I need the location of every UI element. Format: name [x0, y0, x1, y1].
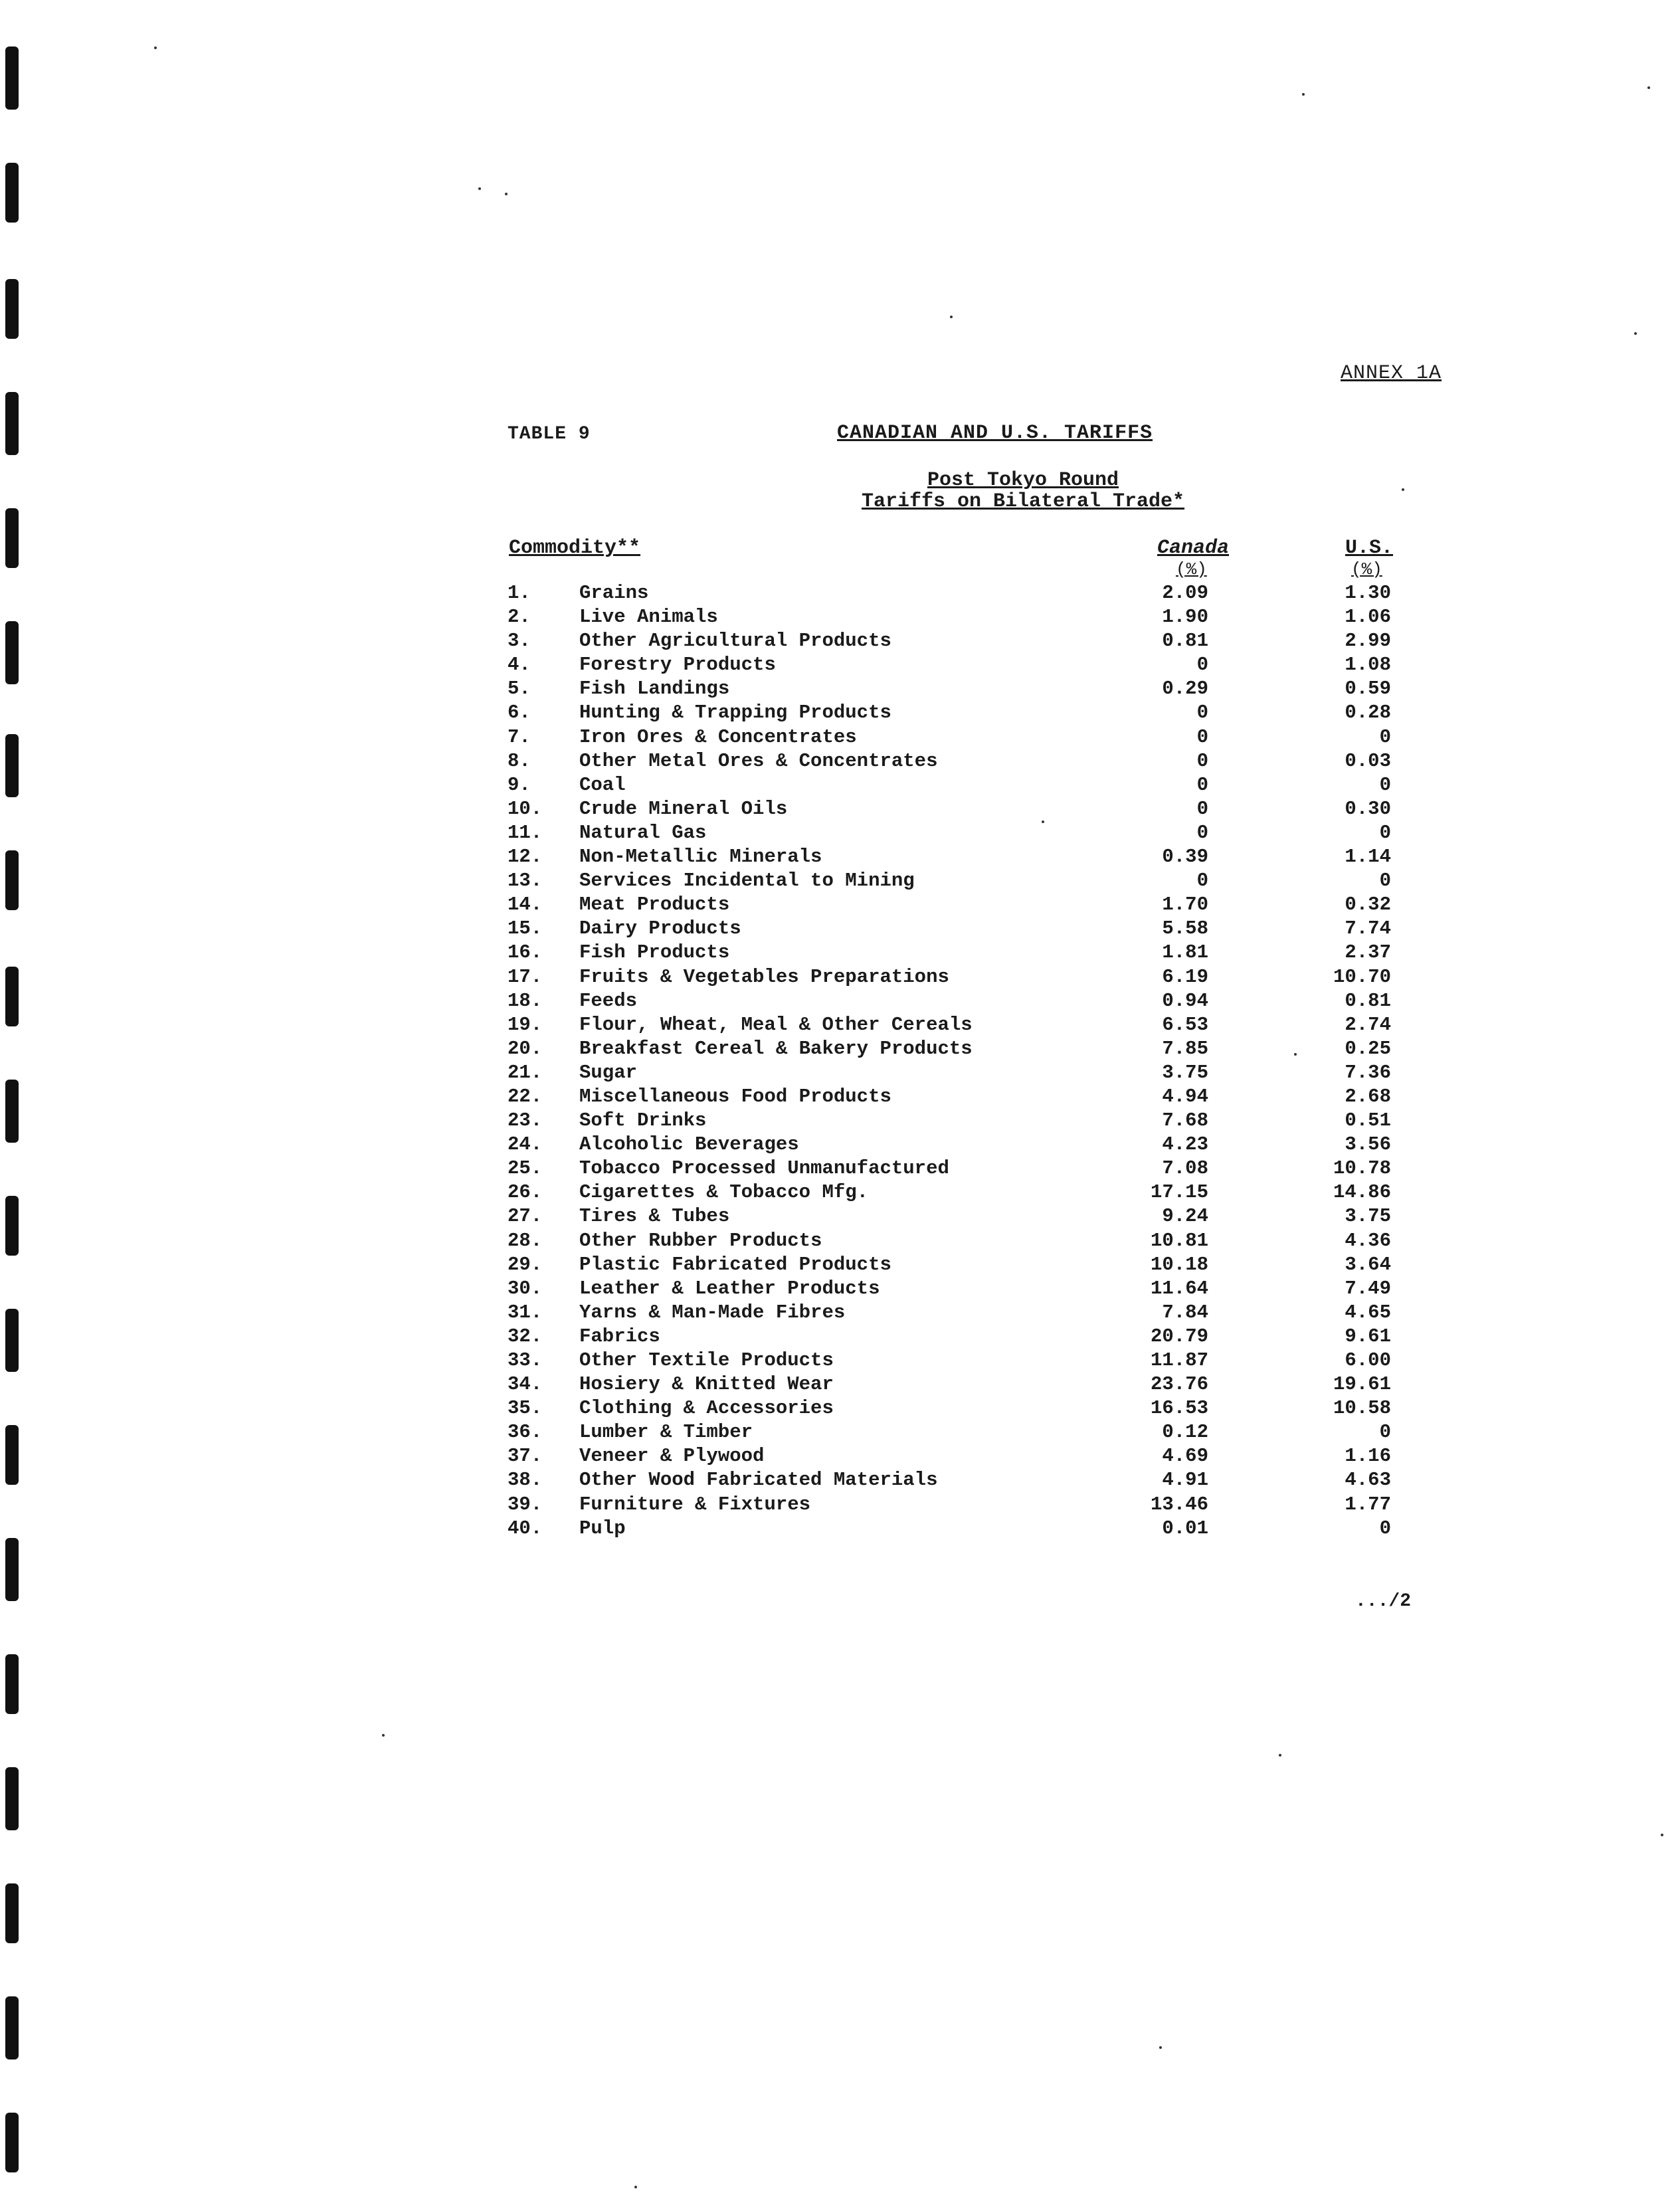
- row-number: 4.: [508, 654, 531, 676]
- table-label: TABLE 9: [508, 424, 591, 444]
- us-tariff: 2.99: [1345, 630, 1391, 652]
- table-row: [508, 1229, 1418, 1253]
- binder-hole: [5, 163, 19, 223]
- commodity-name: Hosiery & Knitted Wear: [579, 1373, 834, 1396]
- canada-tariff: 20.79: [1150, 1325, 1208, 1347]
- table-row: [508, 1157, 1418, 1181]
- canada-tariff: 0.12: [1162, 1421, 1208, 1444]
- commodity-name: Other Agricultural Products: [579, 630, 891, 652]
- us-tariff: 4.65: [1345, 1301, 1391, 1323]
- us-tariff: 7.49: [1345, 1277, 1391, 1299]
- row-number: 40.: [508, 1517, 543, 1539]
- speck: [950, 316, 953, 318]
- row-number: 1.: [508, 582, 531, 604]
- commodity-name: Feeds: [579, 989, 638, 1012]
- canada-tariff: 0.01: [1162, 1517, 1208, 1539]
- row-number: 16.: [508, 941, 543, 964]
- binder-hole: [5, 508, 19, 568]
- table-row: [508, 1325, 1418, 1349]
- us-tariff: 1.06: [1345, 606, 1391, 628]
- commodity-name: Other Wood Fabricated Materials: [579, 1469, 938, 1491]
- row-number: 5.: [508, 678, 531, 700]
- continuation-marker: .../2: [1355, 1591, 1412, 1612]
- commodity-name: Veneer & Plywood: [579, 1445, 765, 1468]
- row-number: 9.: [508, 773, 531, 796]
- table-row: [508, 1301, 1418, 1325]
- canada-tariff: 10.81: [1150, 1229, 1208, 1252]
- table-row: [508, 1085, 1418, 1109]
- commodity-name: Furniture & Fixtures: [579, 1493, 811, 1515]
- table-row: [508, 821, 1418, 845]
- row-number: 10.: [508, 797, 543, 820]
- us-tariff: 1.16: [1345, 1445, 1391, 1468]
- table-row: [508, 1468, 1418, 1492]
- commodity-name: Breakfast Cereal & Bakery Products: [579, 1037, 973, 1060]
- canada-tariff: 0: [1196, 702, 1208, 724]
- us-tariff: 0: [1379, 870, 1391, 892]
- table-row: [508, 989, 1418, 1013]
- table-row: [508, 1277, 1418, 1301]
- us-tariff: 0.25: [1345, 1037, 1391, 1060]
- commodity-name: Live Animals: [579, 606, 718, 628]
- us-tariff: 0.28: [1345, 702, 1391, 724]
- row-number: 14.: [508, 894, 543, 916]
- table-row: [508, 1109, 1418, 1133]
- us-tariff: 3.75: [1345, 1205, 1391, 1228]
- canada-tariff: 0.29: [1162, 678, 1208, 700]
- commodity-name: Services Incidental to Mining: [579, 870, 915, 892]
- canada-tariff: 23.76: [1150, 1373, 1208, 1396]
- row-number: 20.: [508, 1037, 543, 1060]
- table-row: [508, 581, 1418, 605]
- us-tariff: 9.61: [1345, 1325, 1391, 1347]
- canada-tariff: 0: [1196, 870, 1208, 892]
- canada-tariff: 16.53: [1150, 1397, 1208, 1420]
- canada-tariff: 0: [1196, 797, 1208, 820]
- binder-hole: [5, 1425, 19, 1485]
- us-tariff: 19.61: [1333, 1373, 1391, 1396]
- us-tariff: 0: [1379, 1421, 1391, 1444]
- row-number: 17.: [508, 965, 543, 988]
- us-tariff: 0.81: [1345, 989, 1391, 1012]
- commodity-name: Tobacco Processed Unmanufactured: [579, 1157, 949, 1180]
- row-number: 3.: [508, 630, 531, 652]
- binder-hole: [5, 1309, 19, 1372]
- canada-tariff: 7.84: [1162, 1301, 1208, 1323]
- canada-tariff: 7.08: [1162, 1157, 1208, 1180]
- binder-hole: [5, 392, 19, 455]
- table-row: [508, 1133, 1418, 1157]
- table-row: [508, 1493, 1418, 1517]
- binder-hole: [5, 1883, 19, 1943]
- table-row: [508, 605, 1418, 629]
- commodity-name: Iron Ores & Concentrates: [579, 725, 857, 748]
- row-number: 33.: [508, 1349, 543, 1371]
- binder-hole: [5, 1654, 19, 1714]
- commodity-name: Crude Mineral Oils: [579, 797, 788, 820]
- commodity-name: Forestry Products: [579, 654, 776, 676]
- us-tariff: 2.68: [1345, 1085, 1391, 1107]
- subtitle-line-2: Tariffs on Bilateral Trade*: [861, 490, 1185, 513]
- canada-tariff: 0: [1196, 725, 1208, 748]
- commodity-name: Other Metal Ores & Concentrates: [579, 749, 938, 772]
- column-unit-canada: (%): [1176, 559, 1207, 579]
- canada-tariff: 0.81: [1162, 630, 1208, 652]
- us-tariff: 0.03: [1345, 749, 1391, 772]
- canada-tariff: 0: [1196, 773, 1208, 796]
- row-number: 8.: [508, 749, 531, 772]
- column-header-canada: Canada: [1157, 537, 1230, 559]
- canada-tariff: 3.75: [1162, 1061, 1208, 1084]
- commodity-name: Sugar: [579, 1061, 638, 1084]
- table-row: [508, 629, 1418, 653]
- table-row: [508, 797, 1418, 821]
- us-tariff: 3.56: [1345, 1133, 1391, 1156]
- us-tariff: 0: [1379, 725, 1391, 748]
- commodity-name: Natural Gas: [579, 821, 707, 844]
- row-number: 29.: [508, 1253, 543, 1276]
- binder-hole: [5, 2113, 19, 2172]
- us-tariff: 3.64: [1345, 1253, 1391, 1276]
- commodity-name: Lumber & Timber: [579, 1421, 753, 1444]
- row-number: 12.: [508, 846, 543, 868]
- canada-tariff: 9.24: [1162, 1205, 1208, 1228]
- column-header-us: U.S.: [1345, 537, 1394, 559]
- speck: [1302, 93, 1305, 96]
- us-tariff: 7.74: [1345, 917, 1391, 940]
- table-row: [508, 677, 1418, 701]
- table-row: [508, 917, 1418, 941]
- speck: [1647, 86, 1650, 89]
- table-row: [508, 869, 1418, 893]
- annex-label: ANNEX 1A: [1341, 362, 1442, 385]
- binder-hole: [5, 1996, 19, 2059]
- table-row: [508, 1420, 1418, 1444]
- table-row: [508, 965, 1418, 989]
- table-row: [508, 1013, 1418, 1037]
- canada-tariff: 6.19: [1162, 965, 1208, 988]
- row-number: 6.: [508, 702, 531, 724]
- row-number: 26.: [508, 1181, 543, 1204]
- table-row: [508, 1037, 1418, 1061]
- row-number: 21.: [508, 1061, 543, 1084]
- commodity-name: Dairy Products: [579, 917, 741, 940]
- commodity-name: Coal: [579, 773, 626, 796]
- canada-tariff: 11.64: [1150, 1277, 1208, 1299]
- row-number: 18.: [508, 989, 543, 1012]
- us-tariff: 0.51: [1345, 1109, 1391, 1132]
- commodity-name: Fruits & Vegetables Preparations: [579, 965, 949, 988]
- canada-tariff: 0: [1196, 654, 1208, 676]
- us-tariff: 1.30: [1345, 582, 1391, 604]
- row-number: 7.: [508, 725, 531, 748]
- commodity-name: Non-Metallic Minerals: [579, 846, 822, 868]
- us-tariff: 10.70: [1333, 965, 1391, 988]
- us-tariff: 7.36: [1345, 1061, 1391, 1084]
- commodity-name: Fish Products: [579, 941, 730, 964]
- us-tariff: 0.30: [1345, 797, 1391, 820]
- us-tariff: 10.78: [1333, 1157, 1391, 1180]
- row-number: 35.: [508, 1397, 543, 1420]
- us-tariff: 2.74: [1345, 1013, 1391, 1036]
- row-number: 30.: [508, 1277, 543, 1299]
- row-number: 31.: [508, 1301, 543, 1323]
- commodity-name: Yarns & Man-Made Fibres: [579, 1301, 846, 1323]
- commodity-name: Plastic Fabricated Products: [579, 1253, 891, 1276]
- us-tariff: 4.36: [1345, 1229, 1391, 1252]
- binder-hole: [5, 279, 19, 339]
- row-number: 25.: [508, 1157, 543, 1180]
- speck: [1279, 1754, 1281, 1757]
- canada-tariff: 0: [1196, 821, 1208, 844]
- commodity-name: Miscellaneous Food Products: [579, 1085, 891, 1107]
- row-number: 23.: [508, 1109, 543, 1132]
- us-tariff: 10.58: [1333, 1397, 1391, 1420]
- commodity-name: Soft Drinks: [579, 1109, 707, 1132]
- row-number: 37.: [508, 1445, 543, 1468]
- row-number: 38.: [508, 1469, 543, 1491]
- speck: [478, 187, 481, 190]
- us-tariff: 0: [1379, 773, 1391, 796]
- speck: [154, 47, 157, 49]
- commodity-name: Clothing & Accessories: [579, 1397, 834, 1420]
- table-row: [508, 845, 1418, 869]
- binder-hole: [5, 621, 19, 684]
- binder-hole: [5, 1538, 19, 1601]
- speck: [505, 193, 508, 195]
- table-row: [508, 1396, 1418, 1420]
- binder-hole: [5, 967, 19, 1026]
- commodity-name: Fabrics: [579, 1325, 660, 1347]
- speck: [1159, 2046, 1162, 2049]
- us-tariff: 0.59: [1345, 678, 1391, 700]
- speck: [634, 2186, 637, 2188]
- us-tariff: 0: [1379, 821, 1391, 844]
- us-tariff: 1.77: [1345, 1493, 1391, 1515]
- canada-tariff: 4.23: [1162, 1133, 1208, 1156]
- row-number: 11.: [508, 821, 543, 844]
- row-number: 28.: [508, 1229, 543, 1252]
- commodity-name: Leather & Leather Products: [579, 1277, 880, 1299]
- table-row: [508, 1373, 1418, 1396]
- canada-tariff: 4.91: [1162, 1469, 1208, 1491]
- speck: [1661, 1834, 1663, 1836]
- binder-hole: [5, 1196, 19, 1256]
- row-number: 19.: [508, 1013, 543, 1036]
- us-tariff: 0: [1379, 1517, 1391, 1539]
- binder-hole: [5, 1767, 19, 1830]
- row-number: 39.: [508, 1493, 543, 1515]
- row-number: 15.: [508, 917, 543, 940]
- table-row: [508, 1517, 1418, 1541]
- canada-tariff: 7.85: [1162, 1037, 1208, 1060]
- binder-hole: [5, 1080, 19, 1143]
- commodity-name: Flour, Wheat, Meal & Other Cereals: [579, 1013, 973, 1036]
- commodity-name: Fish Landings: [579, 678, 730, 700]
- row-number: 13.: [508, 870, 543, 892]
- canada-tariff: 0.39: [1162, 846, 1208, 868]
- commodity-name: Tires & Tubes: [579, 1205, 730, 1228]
- binder-hole: [5, 47, 19, 110]
- column-header-commodity: Commodity**: [509, 537, 641, 559]
- table-row: [508, 701, 1418, 725]
- speck: [1402, 488, 1404, 491]
- canada-tariff: 4.69: [1162, 1445, 1208, 1468]
- table-row: [508, 1204, 1418, 1228]
- table-row: [508, 1061, 1418, 1085]
- row-number: 36.: [508, 1421, 543, 1444]
- canada-tariff: 1.81: [1162, 941, 1208, 964]
- table-row: [508, 773, 1418, 797]
- commodity-name: Alcoholic Beverages: [579, 1133, 799, 1156]
- canada-tariff: 0.94: [1162, 989, 1208, 1012]
- us-tariff: 1.14: [1345, 846, 1391, 868]
- canada-tariff: 11.87: [1150, 1349, 1208, 1371]
- row-number: 32.: [508, 1325, 543, 1347]
- table-row: [508, 1444, 1418, 1468]
- canada-tariff: 6.53: [1162, 1013, 1208, 1036]
- table-row: [508, 941, 1418, 965]
- us-tariff: 2.37: [1345, 941, 1391, 964]
- canada-tariff: 7.68: [1162, 1109, 1208, 1132]
- us-tariff: 4.63: [1345, 1469, 1391, 1491]
- commodity-name: Hunting & Trapping Products: [579, 702, 891, 724]
- canada-tariff: 1.90: [1162, 606, 1208, 628]
- canada-tariff: 5.58: [1162, 917, 1208, 940]
- table-row: [508, 1349, 1418, 1373]
- subtitle-line-1: Post Tokyo Round: [927, 469, 1119, 492]
- row-number: 27.: [508, 1205, 543, 1228]
- table-row: [508, 725, 1418, 749]
- commodity-name: Cigarettes & Tobacco Mfg.: [579, 1181, 869, 1204]
- row-number: 24.: [508, 1133, 543, 1156]
- canada-tariff: 13.46: [1150, 1493, 1208, 1515]
- commodity-name: Pulp: [579, 1517, 626, 1539]
- page-title: CANADIAN AND U.S. TARIFFS: [837, 422, 1153, 444]
- row-number: 2.: [508, 606, 531, 628]
- us-tariff: 14.86: [1333, 1181, 1391, 1204]
- table-row: [508, 893, 1418, 917]
- commodity-name: Meat Products: [579, 894, 730, 916]
- us-tariff: 1.08: [1345, 654, 1391, 676]
- table-row: [508, 1253, 1418, 1277]
- us-tariff: 0.32: [1345, 894, 1391, 916]
- table-row: [508, 653, 1418, 677]
- canada-tariff: 17.15: [1150, 1181, 1208, 1204]
- speck: [382, 1734, 385, 1737]
- us-tariff: 6.00: [1345, 1349, 1391, 1371]
- canada-tariff: 0: [1196, 749, 1208, 772]
- column-unit-us: (%): [1351, 559, 1382, 579]
- canada-tariff: 4.94: [1162, 1085, 1208, 1107]
- commodity-name: Grains: [579, 582, 649, 604]
- row-number: 22.: [508, 1085, 543, 1107]
- speck: [1634, 332, 1637, 335]
- commodity-name: Other Textile Products: [579, 1349, 834, 1371]
- tariff-table: [508, 581, 1418, 1541]
- canada-tariff: 10.18: [1150, 1253, 1208, 1276]
- binder-hole: [5, 734, 19, 797]
- binder-hole: [5, 850, 19, 910]
- table-row: [508, 1181, 1418, 1204]
- commodity-name: Other Rubber Products: [579, 1229, 822, 1252]
- canada-tariff: 2.09: [1162, 582, 1208, 604]
- canada-tariff: 1.70: [1162, 894, 1208, 916]
- row-number: 34.: [508, 1373, 543, 1396]
- table-row: [508, 749, 1418, 773]
